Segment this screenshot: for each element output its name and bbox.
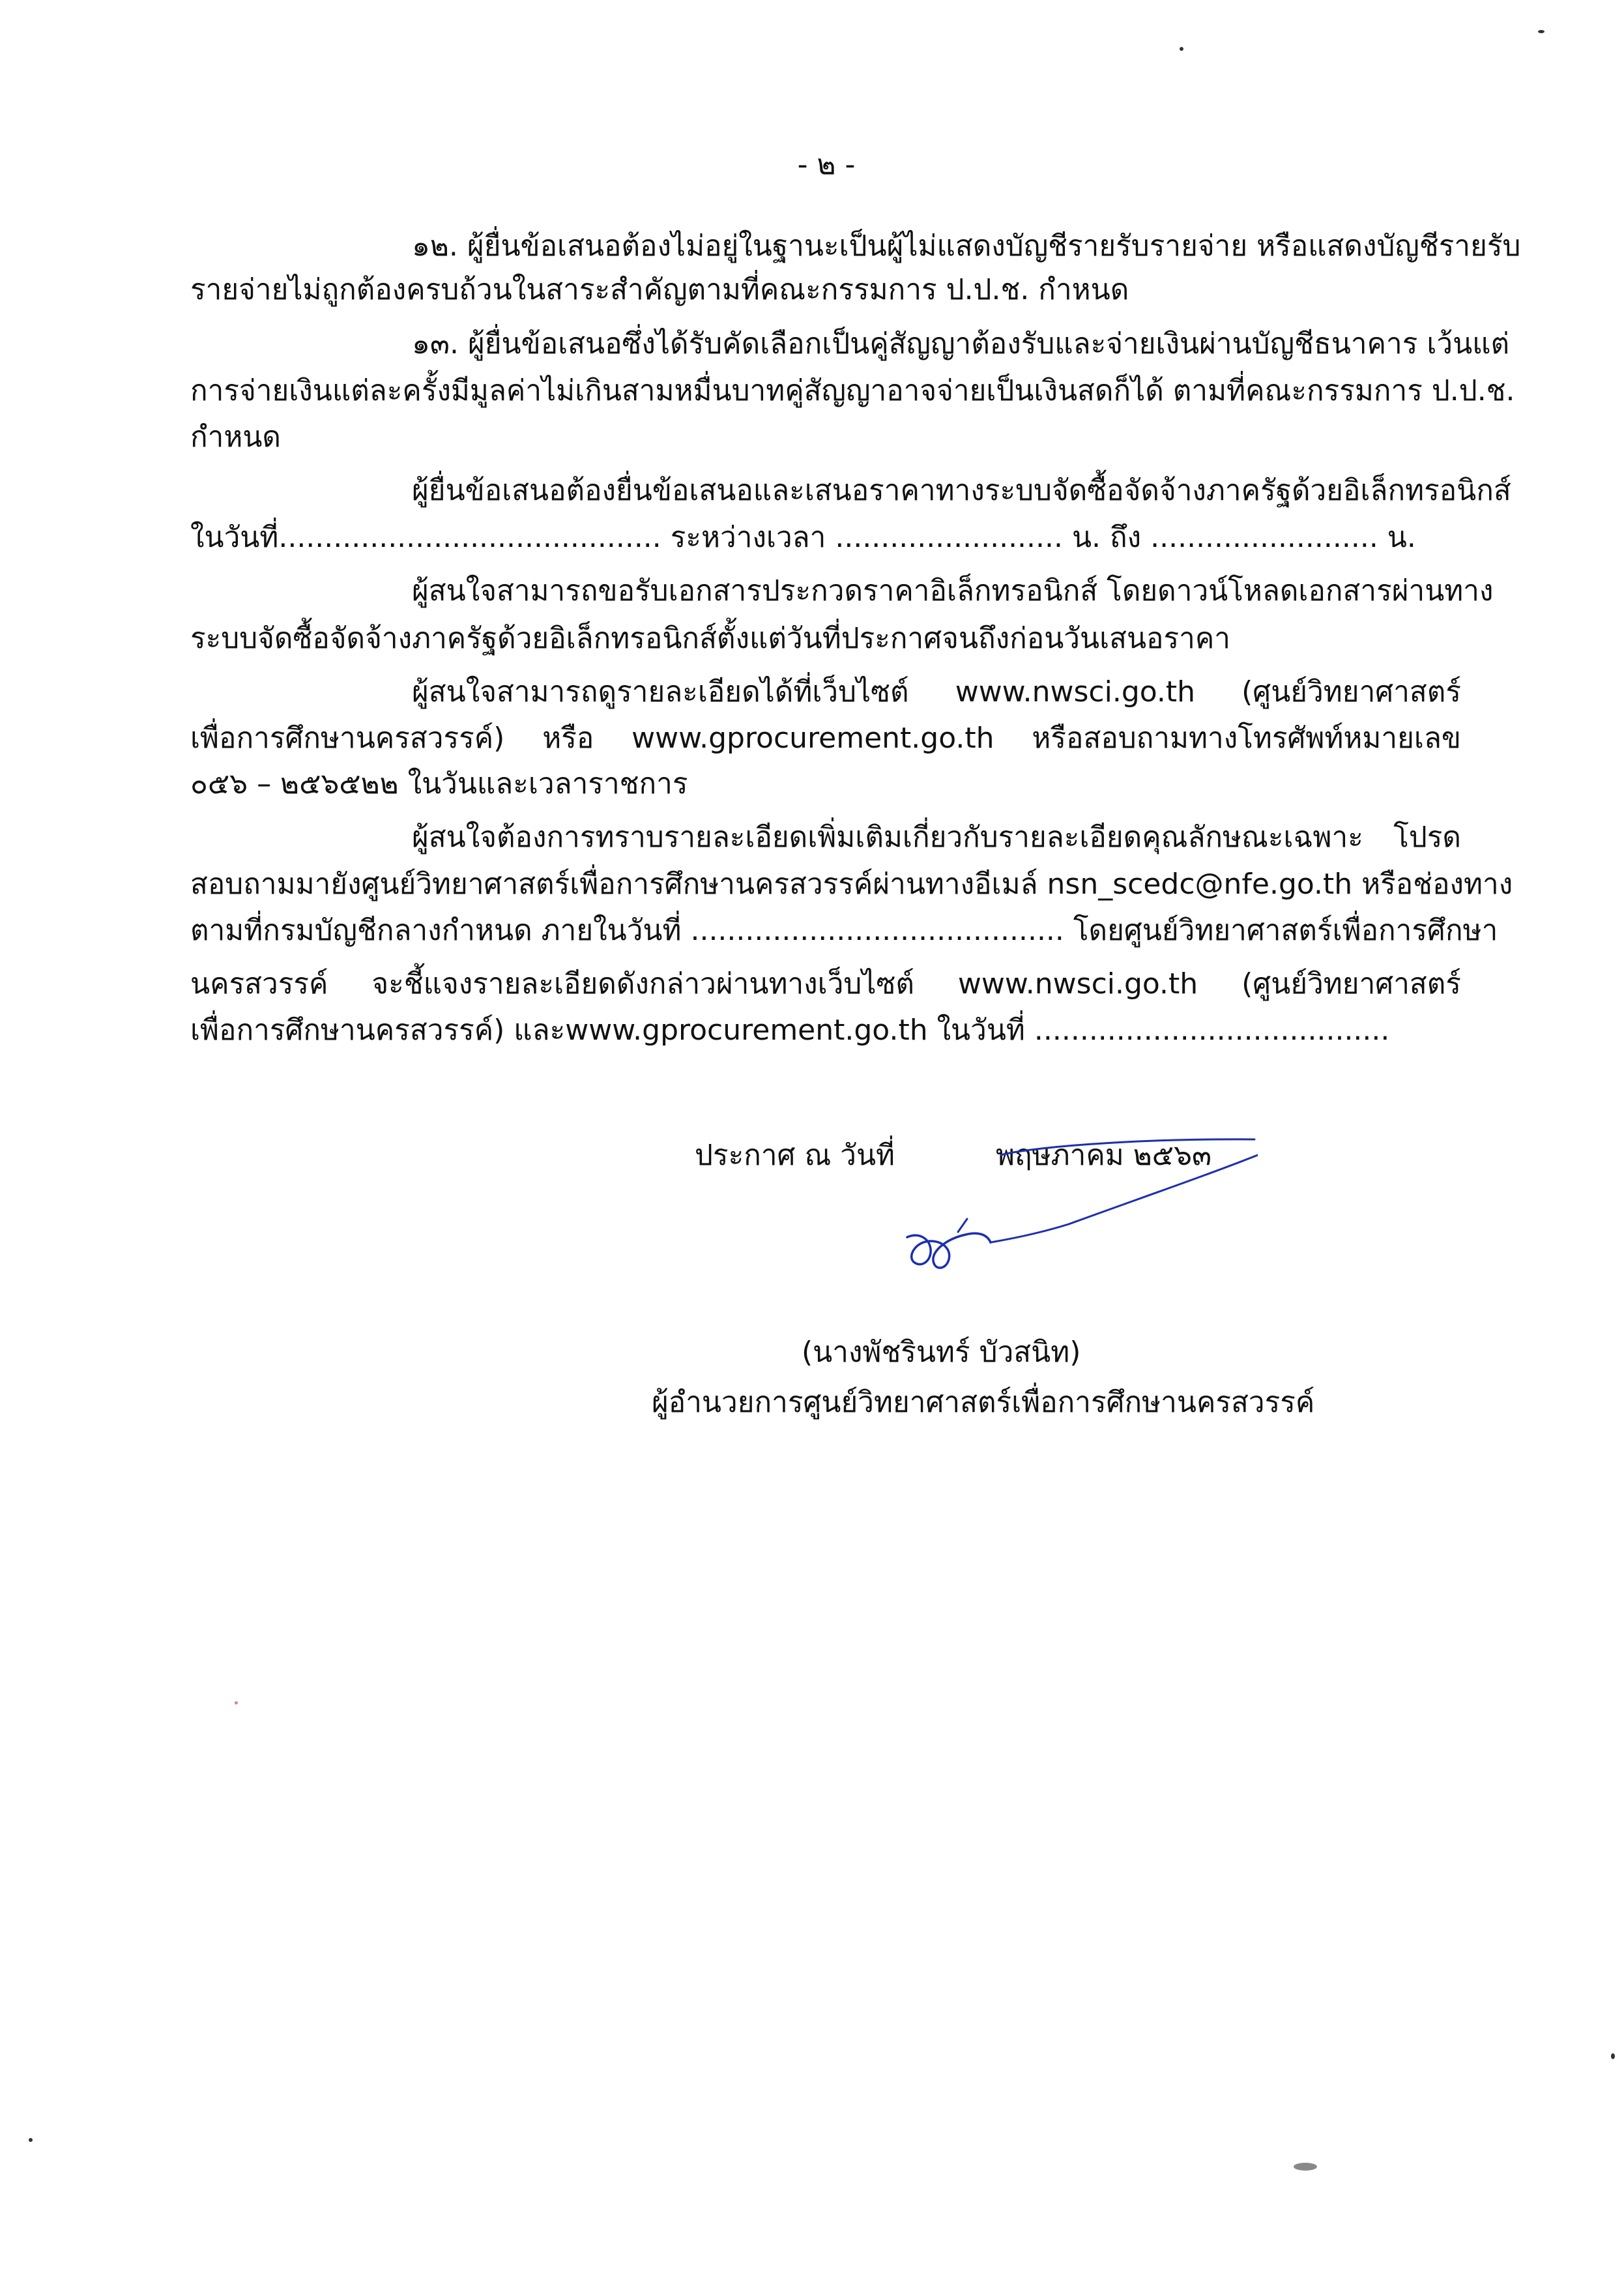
- scan-speck: [29, 2138, 33, 2142]
- spec-line-1: ผู้สนใจต้องการทราบรายละเอียดเพิ่มเติมเกี่ยวกับรายละเอียดคุณลักษณะเฉพาะ โปรด: [412, 821, 1461, 854]
- signatory-position: ผู้อำนวยการศูนย์วิทยาศาสตร์เพื่อการศึกษานครสวรรค์: [652, 1386, 1315, 1419]
- submission-line-1: ผู้ยื่นข้อเสนอต้องยื่นข้อเสนอและเสนอราคาทางระบบจัดซื้อจัดจ้างภาครัฐด้วยอิเล็กทรอนิกส์: [412, 474, 1511, 507]
- spec-line-3: ตามที่กรมบัญชีกลางกำหนด ภายในวันที่ ......................................... โดยศูนย์วิทยาศาสตร์เพื่อการศึกษา: [190, 914, 1498, 947]
- spec-line-2: สอบถามมายังศูนย์วิทยาศาสตร์เพื่อการศึกษานครสวรรค์ผ่านทางอีเมล์ nsn_scedc@nfe.go.th หรือช่องทาง: [190, 868, 1513, 901]
- item-13-line-1: ๑๓. ผู้ยื่นข้อเสนอซึ่งได้รับคัดเลือกเป็นคู่สัญญาต้องรับและจ่ายเงินผ่านบัญชีธนาคาร เว้นแต่: [412, 327, 1510, 360]
- item-12-line-1: ๑๒. ผู้ยื่นข้อเสนอต้องไม่อยู่ในฐานะเป็นผู้ไม่แสดงบัญชีรายรับรายจ่าย หรือแสดงบัญชีรายรับ: [412, 229, 1521, 263]
- spec-line-5: เพื่อการศึกษานครสวรรค์) และwww.gprocurement.go.th ในวันที่ .......................................: [190, 1014, 1390, 1047]
- item-12-line-2: รายจ่ายไม่ถูกต้องครบถ้วนในสาระสำคัญตามที่คณะกรรมการ ป.ป.ช. กำหนด: [190, 273, 1129, 306]
- details-line-2: เพื่อการศึกษานครสวรรค์) หรือ www.gprocurement.go.th หรือสอบถามทางโทรศัพท์หมายเลข: [190, 722, 1461, 755]
- details-line-3: ๐๕๖ – ๒๕๖๕๒๒ ในวันและเวลาราชการ: [190, 767, 688, 800]
- signatory-name: (นางพัชรินทร์ บัวสนิท): [802, 1336, 1081, 1369]
- scan-speck: [1538, 30, 1544, 33]
- page-number: - ๒ -: [797, 148, 856, 181]
- signature-image: [893, 1121, 1258, 1317]
- spec-line-4: นครสวรรค์ จะชี้แจงรายละเอียดดังกล่าวผ่านทางเว็บไซต์ www.nwsci.go.th (ศูนย์วิทยาศาสตร์: [190, 967, 1461, 1001]
- item-13-line-3: กำหนด: [190, 420, 282, 454]
- scan-speck: [1180, 47, 1183, 51]
- scan-speck: [235, 1701, 238, 1705]
- download-line-2: ระบบจัดซื้อจัดจ้างภาครัฐด้วยอิเล็กทรอนิกส์ตั้งแต่วันที่ประกาศจนถึงก่อนวันเสนอราคา: [190, 622, 1230, 655]
- announce-month-year: พฤษภาคม ๒๕๖๓: [996, 1139, 1212, 1172]
- details-line-1: ผู้สนใจสามารถดูรายละเอียดได้ที่เว็บไซต์ www.nwsci.go.th (ศูนย์วิทยาศาสตร์: [412, 675, 1461, 709]
- scan-speck: [1611, 2053, 1615, 2059]
- announce-date-label: ประกาศ ณ วันที่: [695, 1139, 895, 1172]
- submission-line-2: ในวันที่.......................................... ระหว่างเวลา ......................... น. ถึง ......................... น.: [190, 521, 1416, 554]
- download-line-1: ผู้สนใจสามารถขอรับเอกสารประกวดราคาอิเล็กทรอนิกส์ โดยดาวน์โหลดเอกสารผ่านทาง: [412, 574, 1494, 608]
- item-13-line-2: การจ่ายเงินแต่ละครั้งมีมูลค่าไม่เกินสามหมื่นบาทคู่สัญญาอาจจ่ายเป็นเงินสดก็ได้ ตามที่คณะกรรมการ ป.ป.ช.: [190, 374, 1515, 407]
- scan-speck: [1294, 2163, 1317, 2171]
